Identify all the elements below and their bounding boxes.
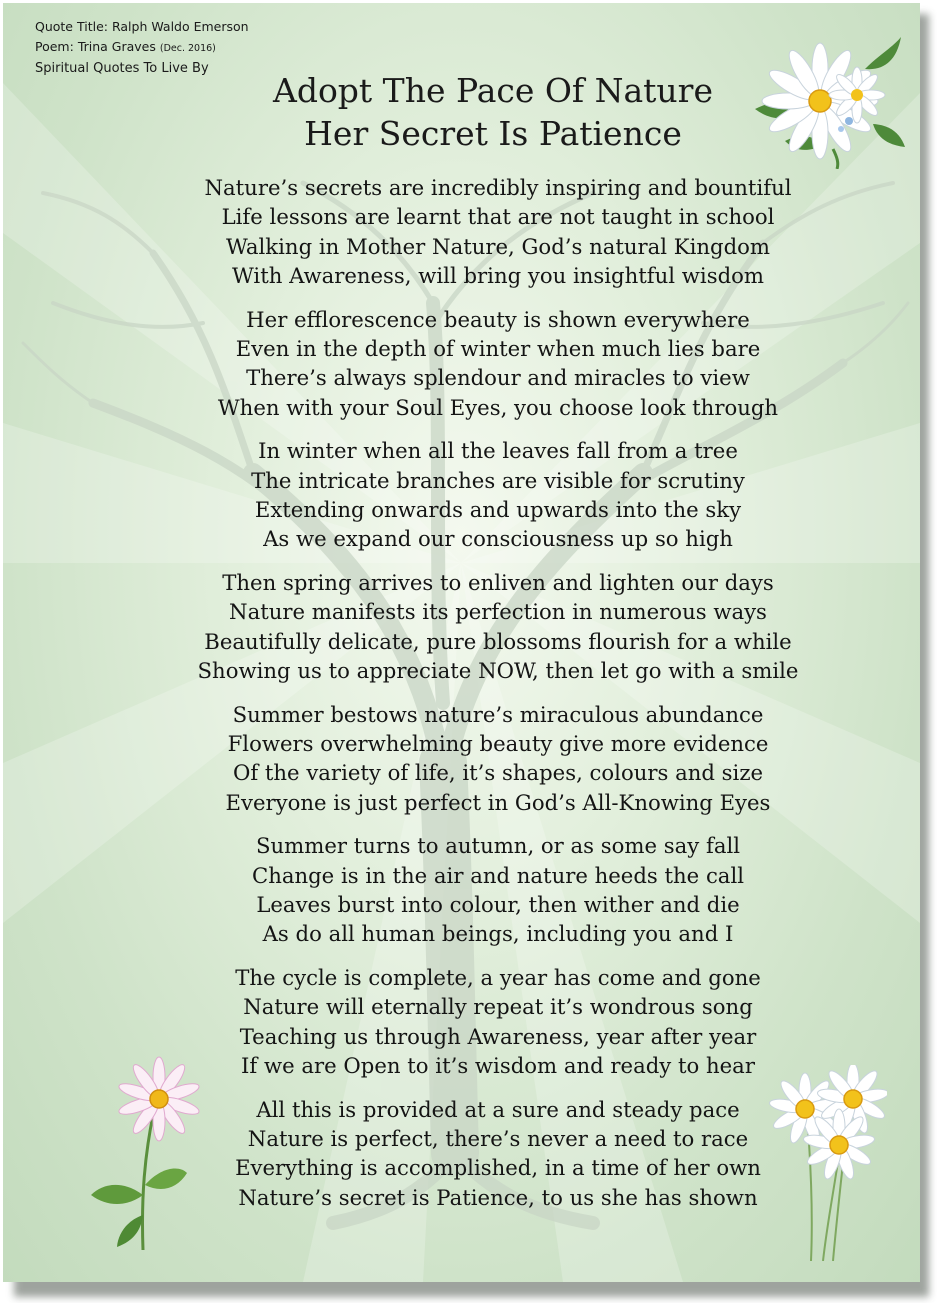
poem-author: Trina Graves bbox=[77, 39, 156, 54]
poem-line: Teaching us through Awareness, year after year bbox=[239, 1023, 757, 1049]
poem-line: Summer bestows nature’s miraculous abundance bbox=[232, 701, 764, 727]
poem-line: Beautifully delicate, pure blossoms flourish for a while bbox=[204, 628, 792, 654]
poem-line: Showing us to appreciate NOW, then let go with a smile bbox=[197, 657, 799, 683]
poem-line: Everything is accomplished, in a time of her own bbox=[235, 1155, 761, 1181]
poem-line: Her efflorescence beauty is shown everywhere bbox=[246, 306, 750, 332]
poem-line: Life lessons are learnt that are not taught in school bbox=[221, 204, 775, 230]
poem-label: Poem: bbox=[35, 39, 74, 54]
poem-line: Nature will eternally repeat it’s wondrous song bbox=[243, 994, 753, 1020]
poem-line: If we are Open to it’s wisdom and ready to hear bbox=[241, 1053, 755, 1079]
poem-line: In winter when all the leaves fall from a tree bbox=[258, 438, 738, 464]
poem-line: There’s always splendour and miracles to view bbox=[246, 365, 750, 391]
poem-line: When with your Soul Eyes, you choose look through bbox=[217, 394, 779, 420]
stanza bbox=[93, 700, 903, 817]
poem-line: Nature is perfect, there’s never a need to race bbox=[247, 1126, 749, 1152]
poem-line: All this is provided at a sure and steady pace bbox=[256, 1096, 740, 1122]
poem-line: Of the variety of life, it’s shapes, colours and size bbox=[232, 760, 764, 786]
stanza bbox=[93, 173, 903, 290]
poem-line: As do all human beings, including you and I bbox=[262, 921, 734, 947]
poem-line: Then spring arrives to enliven and lighten our days bbox=[222, 570, 774, 596]
poem-card bbox=[3, 3, 920, 1282]
poem-title-line-2: Her Secret Is Patience bbox=[304, 114, 682, 153]
stanza bbox=[93, 305, 903, 422]
poem-line: Flowers overwhelming beauty give more evidence bbox=[227, 731, 769, 757]
poem-line: Nature’s secrets are incredibly inspiring and bountiful bbox=[204, 175, 792, 200]
quote-title-line bbox=[35, 17, 249, 37]
poem-line: Nature’s secret is Patience, to us she has shown bbox=[238, 1184, 758, 1210]
poem-title-line-1: Adopt The Pace Of Nature bbox=[272, 71, 713, 110]
stanza bbox=[93, 436, 903, 553]
poem-line: The intricate branches are visible for scrutiny bbox=[251, 467, 745, 493]
stanza bbox=[93, 568, 903, 685]
poem-line: With Awareness, will bring you insightful wisdom bbox=[232, 262, 764, 288]
site-name: Spiritual Quotes To Live By bbox=[35, 61, 209, 76]
daisy-bunch-icon bbox=[767, 1065, 887, 1261]
poem-line: Walking in Mother Nature, God’s natural Kingdom bbox=[225, 233, 771, 259]
poem-line: As we expand our consciousness up so high bbox=[263, 526, 733, 552]
poem-line: Nature manifests its perfection in numerous ways bbox=[229, 599, 767, 625]
poem-line: Summer turns to autumn, or as some say fall bbox=[255, 833, 741, 859]
pink-daisy-icon bbox=[83, 1055, 203, 1255]
daisy-cluster-icon bbox=[745, 29, 905, 169]
poem-line: Change is in the air and nature heeds the call bbox=[251, 862, 744, 888]
quote-title-label: Quote Title: bbox=[35, 19, 108, 34]
quote-title-value: Ralph Waldo Emerson bbox=[111, 19, 249, 34]
poem-line: The cycle is complete, a year has come and gone bbox=[235, 965, 761, 991]
poem-date: (Dec. 2016) bbox=[159, 43, 216, 54]
poem-line: Everyone is just perfect in God’s All-Knowing Eyes bbox=[225, 789, 771, 815]
poem-author-line bbox=[35, 37, 249, 59]
poem-line: Even in the depth of winter when much lies bare bbox=[235, 335, 761, 361]
stanza bbox=[93, 963, 903, 1080]
poem-title bbox=[163, 69, 823, 155]
stanza bbox=[93, 831, 903, 948]
poem-line: Leaves burst into colour, then wither and die bbox=[256, 892, 740, 918]
poem-line: Extending onwards and upwards into the sky bbox=[254, 496, 742, 522]
